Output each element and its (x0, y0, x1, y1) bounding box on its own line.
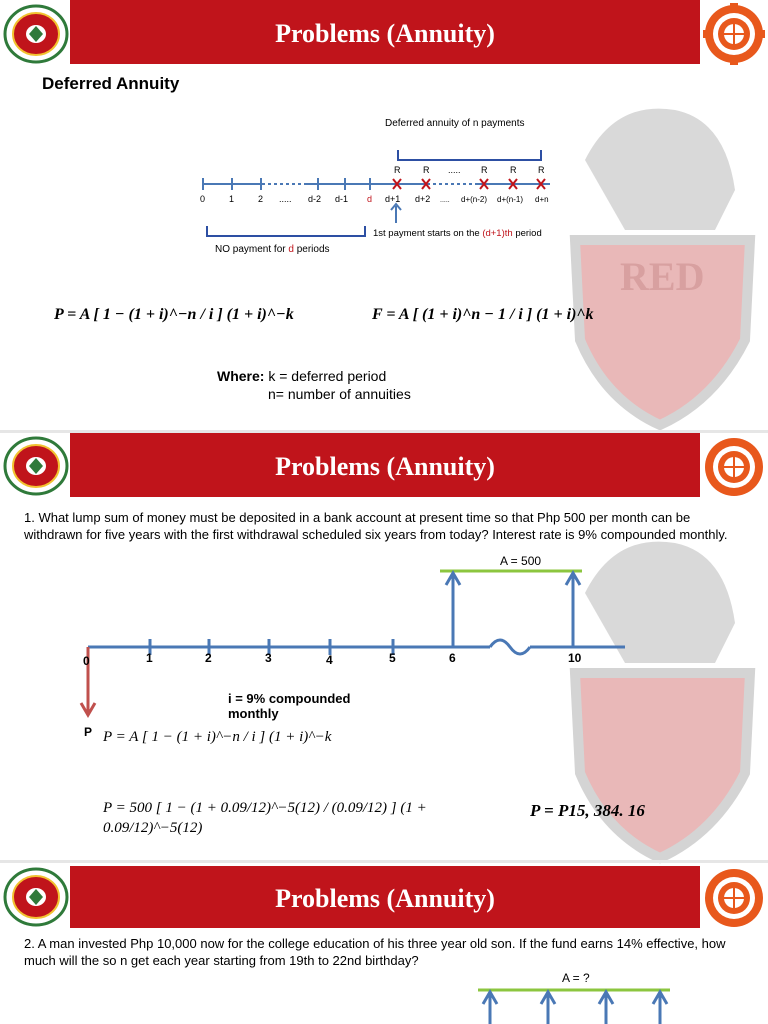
no-payment-end: periods (296, 244, 330, 255)
slide-1 (0, 0, 768, 430)
slide-divider (0, 860, 768, 863)
tick-label: d-1 (335, 194, 349, 204)
where-block (217, 368, 386, 384)
r-label: R (481, 165, 488, 175)
slide-title-banner (70, 0, 700, 64)
tick-label: 1 (146, 651, 153, 665)
where-label: Where: (217, 368, 265, 384)
svg-text:1st payment starts on the (373, 228, 542, 239)
a-label: A = 500 (500, 554, 542, 568)
p-label: P (84, 725, 93, 739)
tick-label: d+2 (415, 194, 431, 204)
future-worth-formula: F = A [ (1 + i)^n − 1 / i ] (1 + i)^k (372, 306, 594, 323)
diagram-caption: Deferred annuity of n payments (385, 118, 525, 129)
watermark-text: RED (620, 254, 705, 299)
slide-title-banner (70, 433, 700, 497)
slide-title-banner (70, 866, 700, 928)
university-seal-logo (3, 866, 69, 928)
r-label: R (538, 165, 545, 175)
slide-title: Problems (Annuity) (275, 452, 495, 481)
slide-title: Problems (Annuity) (275, 884, 495, 913)
tick-label: d+1 (385, 194, 401, 204)
problem-text: 1. What lump sum of money must be deposited in a bank account at present time so that Php 500 per month can be withdrawn for five years with the first withdrawal scheduled six years from today? Interest rate is 9% compounded monthly. (24, 510, 728, 542)
tick-label: 10 (568, 651, 582, 665)
tick-label: 4 (326, 653, 333, 667)
cash-flow-diagram (470, 970, 700, 1024)
tick-label: 6 (449, 651, 456, 665)
engineering-gear-logo (703, 867, 765, 929)
tick-label: 1 (229, 194, 235, 204)
r-label: R (423, 165, 430, 175)
r-label: R (394, 165, 401, 175)
tick-label: d+(n-2) (461, 195, 488, 204)
tick-label: 2 (205, 651, 212, 665)
slide-title: Problems (Annuity) (275, 19, 495, 48)
tick-label: 3 (265, 651, 272, 665)
slide-3 (0, 864, 768, 1024)
tick-label: 0 (83, 654, 90, 668)
svg-text:NO payment for d p (215, 244, 330, 255)
university-seal-logo (3, 435, 69, 497)
first-payment-period: (d+1)th (482, 228, 513, 239)
general-formula: P = A [ 1 − (1 + i)^−n / i ] (1 + i)^−k (103, 729, 332, 745)
section-heading: Deferred Annuity (42, 74, 180, 93)
engineering-gear-logo (703, 3, 765, 65)
break-symbol (490, 640, 530, 654)
where-k: k = deferred period (268, 368, 387, 384)
first-payment-end: period (515, 228, 542, 239)
deferred-annuity-timeline (195, 108, 595, 258)
a-label: A = ? (562, 971, 590, 985)
university-seal-logo (3, 4, 69, 64)
where-n: n= number of annuities (268, 386, 411, 402)
dots-label: ..... (448, 165, 461, 175)
substituted-formula: P = 500 [ 1 − (1 + 0.09/12)^−5(12) / (0.09/12) ] (1 + 0.09/12)^−5(12) (103, 800, 427, 836)
problem-text: 2. A man invested Php 10,000 now for the college education of his three year old son. If the fund earns 14% effective, how much will the so n get each year starting from 19th to 22nd birthday? (24, 936, 726, 968)
tick-label: d (367, 194, 373, 204)
slide-2 (0, 433, 768, 860)
engineering-gear-logo (703, 436, 765, 498)
no-payment-d: d (288, 244, 294, 255)
tick-label: d+n (535, 195, 549, 204)
tick-label: 0 (200, 194, 206, 204)
no-payment-text: NO payment for (215, 244, 286, 255)
tick-label: 2 (258, 194, 264, 204)
first-payment-text: 1st payment starts on the (373, 228, 480, 239)
r-label: R (510, 165, 517, 175)
dots-label: ..... (279, 194, 292, 204)
tick-label: d-2 (308, 194, 322, 204)
interest-rate-label: i = 9% compounded monthly (228, 691, 351, 721)
tick-label: 5 (389, 651, 396, 665)
tick-label: d+(n-1) (497, 195, 524, 204)
present-worth-formula: P = A [ 1 − (1 + i)^−n / i ] (1 + i)^−k (54, 306, 294, 323)
dots-label: ..... (440, 197, 450, 204)
answer: P = P15, 384. 16 (530, 801, 645, 820)
